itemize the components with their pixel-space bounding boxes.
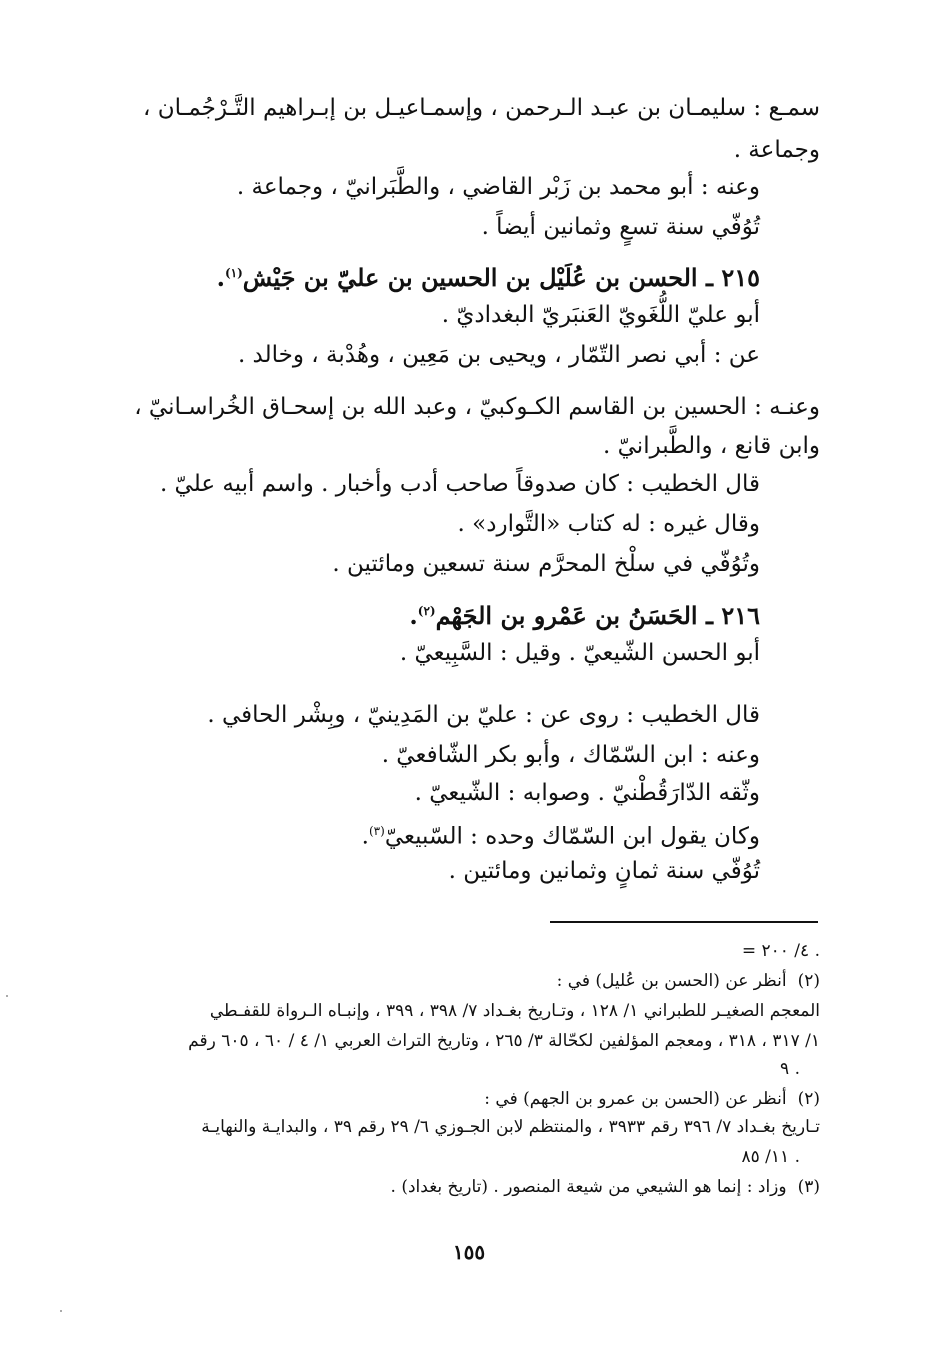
footnote-line: ١/ ٣١٧ ، ٣١٨ ، ومعجم المؤلفين لكحّالة ٣/ ٢٦٥ ، وتاريخ التراث العربي ١/ ٤ / ٦٠ ، ٦٠٥ رقم [188,1031,820,1051]
text-line: وقال غيره : له كتاب «التَّوارد» . [457,511,760,537]
footnote-ref: (٢) [417,604,436,618]
text-line: وكان يقول ابن السّمّاك وحده : السّبيعيّ$^{(٣)}$. [361,823,760,850]
scan-speck [60,1310,62,1312]
text-line: وعنه : أبو محمد بن زَبْر القاضي ، والطَّبَرانيّ ، وجماعة . [236,174,760,200]
entry-heading-text: ٢١٦ ـ الحَسَنُ بن عَمْرو بن الجَهْم [435,601,760,630]
footnote-line [484,1088,820,1110]
text-line: عن : أبي نصر التّمّار ، ويحيى بن مَعِين ، وهُدْبة ، وخالد . [237,342,760,368]
footnote-number: = [741,941,757,961]
text-line-content: وكان يقول ابن السّمّاك وحده : السّبيعيّ [384,823,760,850]
footnote-text: أنظر عن (الحسن بن عُليل) في : [556,971,787,991]
entry-heading-text: ٢١٥ ـ الحسن بن عُلَيْل بن الحسين بن عليّ بن جَيْش [242,263,760,292]
footnote-ref: (٣) [368,824,385,838]
text-line: تُوُفّي سنة ثمانٍ وثمانين ومائتين . [448,858,760,884]
footnote-text: أنظر عن (الحسن بن عمرو بن الجهم) في : [484,1089,787,1109]
footnote-line: تـاريخ بغـداد ٧/ ٣٩٦ رقم ٣٩٣٣ ، والمنتظم لابن الجـوزي ٦/ ٢٩ رقم ٣٩ ، والبدايـة والنهايـة [201,1117,820,1137]
page-number: ١٥٥ [452,1240,486,1264]
footnote-line: ٩ . [780,1059,800,1079]
text-line: وعنـه : الحسين بن القاسم الكـوكبيّ ، وعبد الله بن إسحـاق الخُراسـانيّ ، [134,394,820,420]
scan-speck [6,995,8,997]
text-line: وثّقه الدّارَقُطْنيّ . وصوابه : الشّيعيّ . [414,780,760,806]
text-line: سمـع : سليمـان بن عبـد الـرحمن ، وإسمـاعيـل بن إبـراهيم التَّـرْجُمـان ، [142,95,820,121]
footnote-text: ٤/ ٢٠٠ . [761,941,820,961]
text-line: تُوُفّي سنة تسعٍ وثمانين أيضاً . [481,214,760,240]
footnote-line [391,1176,820,1198]
text-line: أبو الحسن الشّيعيّ . وقيل : السَّبِيعيّ . [399,640,760,666]
text-line: وابن قانع ، والطَّبرانيّ . [603,433,820,459]
footnote-number: (٢) [797,1089,820,1109]
footnote-number: (٣) [797,1177,820,1197]
footnote-line: ١١/ ٨٥ . [741,1147,800,1167]
footnote-text: وزاد : إنما هو الشيعي من شيعة المنصور . (تاريخ بغداد) . [390,1177,787,1197]
entry-heading: ٢١٥ ـ الحسن بن عُلَيْل بن الحسين بن عليّ بن جَيْش$^{(١)}$. [216,263,760,292]
text-line: قال الخطيب : كان صدوقاً صاحب أدب وأخبار . واسم أبيه عليّ . [159,471,760,497]
footnote-line: المعجم الصغيـر للطبراني ١/ ١٢٨ ، وتـاريخ بغـداد ٧/ ٣٩٨ ، ٣٩٩ ، وإنبـاه الـرواة للقفـطي [209,1001,820,1021]
text-line: أبو عليّ اللُّغَويّ العَنبَريّ البغداديّ . [441,302,760,328]
entry-heading: ٢١٦ ـ الحَسَنُ بن عَمْرو بن الجَهْم$^{(٢)}$. [409,601,760,630]
text-line: قال الخطيب : روى عن : عليّ بن المَدِينيّ ، وبِشْر الحافي . [207,702,760,728]
text-line: وتُوُفّي في سلْخ المحرَّم سنة تسعين ومائتين . [332,551,760,577]
footnote-line [557,970,820,992]
text-line: وعنه : ابن السّمّاك ، وأبو بكر الشّافعيّ . [381,742,760,768]
footnote-number: (٢) [797,971,820,991]
footnote-line [728,940,820,962]
footnote-separator [550,921,818,923]
footnote-ref: (١) [224,266,243,280]
text-line: وجماعة . [733,137,820,163]
